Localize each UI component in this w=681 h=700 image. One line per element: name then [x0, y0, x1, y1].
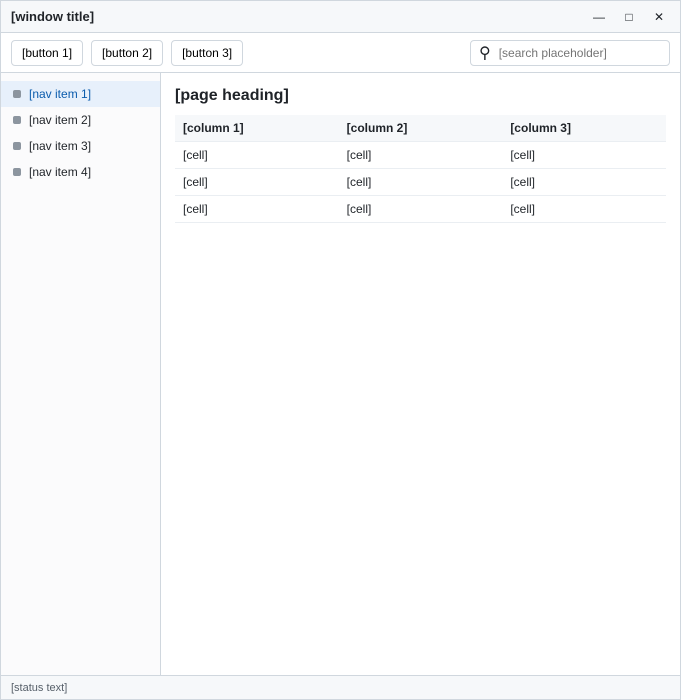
table-row[interactable]: [175, 196, 666, 223]
sidebar-item-3[interactable]: [1, 133, 160, 159]
table-header-row: [175, 115, 666, 142]
table-cell: [cell]: [339, 142, 503, 169]
table-cell: [cell]: [175, 169, 339, 196]
sidebar-item-4[interactable]: [1, 159, 160, 185]
search-icon: ⚲: [479, 44, 491, 62]
column-header[interactable]: [column 3]: [502, 115, 666, 142]
status-bar: [1, 675, 680, 699]
maximize-icon[interactable]: □: [625, 9, 633, 24]
nav-item-icon: [13, 90, 21, 98]
table-row[interactable]: [175, 169, 666, 196]
nav-item-icon: [13, 142, 21, 150]
toolbar-button-1[interactable]: [button 1]: [11, 40, 83, 66]
data-table: [175, 115, 666, 223]
status-text: [status text]: [11, 681, 68, 694]
column-header[interactable]: [column 1]: [175, 115, 339, 142]
table-cell: [cell]: [175, 196, 339, 223]
column-header[interactable]: [column 2]: [339, 115, 503, 142]
table-row[interactable]: [175, 142, 666, 169]
toolbar-button-3[interactable]: [button 3]: [171, 40, 243, 66]
table-cell: [cell]: [339, 169, 503, 196]
nav-item-icon: [13, 116, 21, 124]
sidebar-item-label: [nav item 1]: [29, 87, 92, 101]
nav-item-icon: [13, 168, 21, 176]
content-area: [1, 73, 680, 675]
search-input[interactable]: [497, 45, 661, 61]
main-panel: [161, 73, 680, 675]
sidebar-item-2[interactable]: [1, 107, 160, 133]
search-box: [470, 40, 670, 66]
title-bar: [1, 1, 680, 33]
page-title: [page heading]: [175, 87, 289, 104]
sidebar-item-1[interactable]: [1, 81, 160, 107]
table-cell: [cell]: [175, 142, 339, 169]
table-cell: [cell]: [339, 196, 503, 223]
table-cell: [cell]: [502, 169, 666, 196]
sidebar: [1, 73, 161, 675]
toolbar-button-2[interactable]: [button 2]: [91, 40, 163, 66]
table-cell: [cell]: [502, 142, 666, 169]
toolbar: [1, 33, 680, 73]
window-title: [window title]: [11, 9, 95, 24]
sidebar-item-label: [nav item 2]: [29, 113, 92, 127]
sidebar-item-label: [nav item 4]: [29, 165, 92, 179]
minimize-icon[interactable]: —: [593, 9, 605, 24]
table-cell: [cell]: [502, 196, 666, 223]
close-icon[interactable]: ✕: [653, 9, 665, 24]
sidebar-item-label: [nav item 3]: [29, 139, 92, 153]
